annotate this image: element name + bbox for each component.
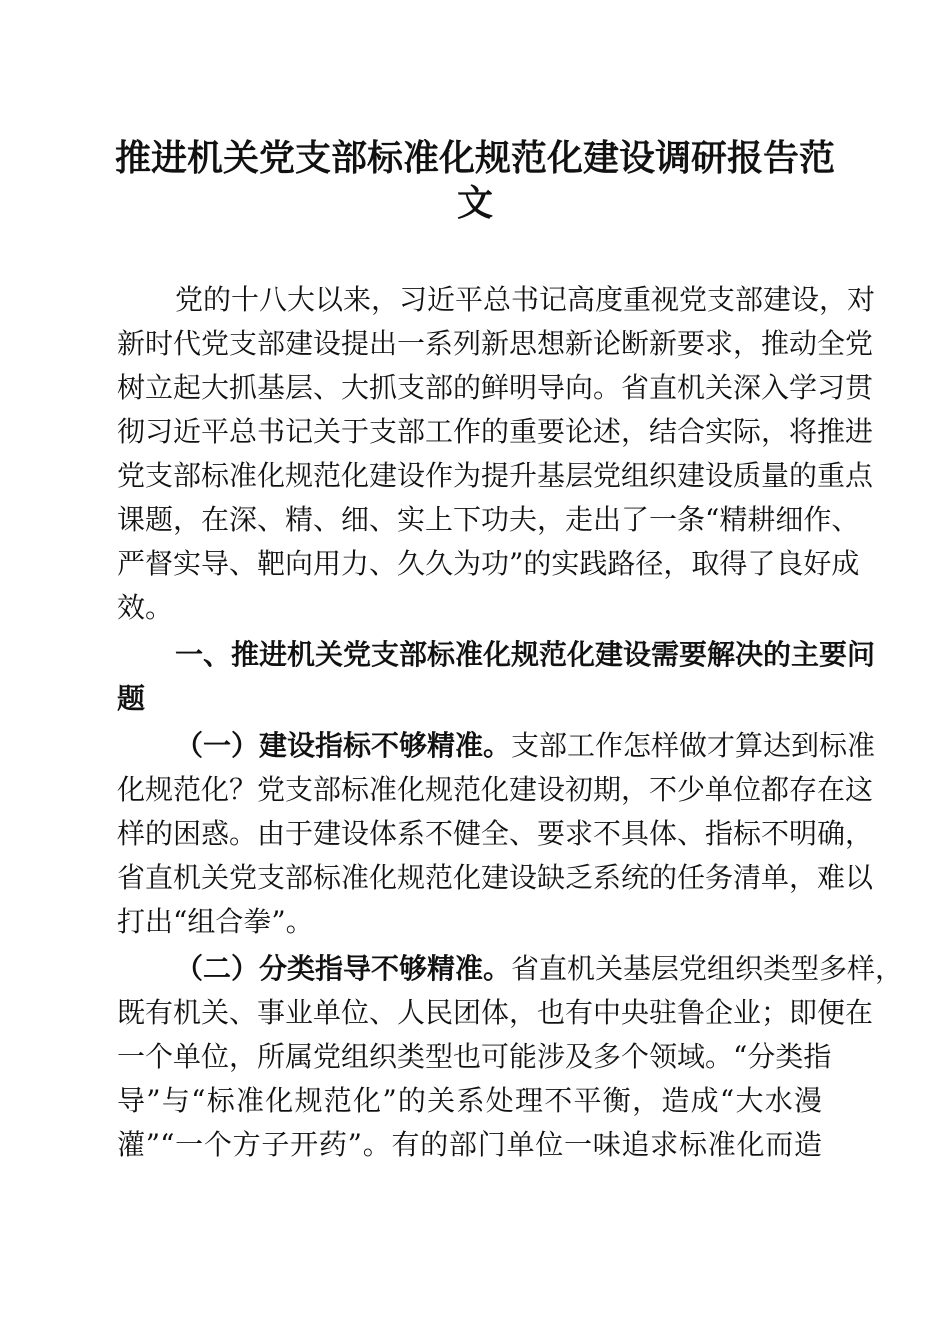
document-body bbox=[117, 275, 904, 1167]
text-line: 既有机关、事业单位、人民团体，也有中央驻鲁企业；即便在 bbox=[117, 996, 874, 1029]
text-line: 课题，在深、精、细、实上下功夫，走出了一条“精耕细作、 bbox=[117, 503, 860, 536]
text-line: 一个单位，所属党组织类型也可能涉及多个领域。“分类指 bbox=[117, 1040, 832, 1073]
text-line: 彻习近平总书记关于支部工作的重要论述，结合实际，将推进 bbox=[117, 415, 874, 448]
text-line: 严督实导、靶向用力、久久为功”的实践路径，取得了良好成 bbox=[117, 547, 860, 580]
subsection-lead: （二）分类指导不够精准。 bbox=[175, 952, 512, 985]
text-line: 题 bbox=[117, 682, 146, 715]
title-line: 文 bbox=[456, 182, 493, 224]
line-text: 省直机关基层党组织类型多样， bbox=[511, 952, 904, 985]
text-line: 化规范化？党支部标准化规范化建设初期，不少单位都存在这 bbox=[117, 773, 874, 806]
text-line: 样的困惑。由于建设体系不健全、要求不具体、指标不明确， bbox=[117, 817, 874, 850]
text-line: 党的十八大以来，习近平总书记高度重视党支部建设，对 bbox=[175, 283, 876, 316]
line-text: 支部工作怎样做才算达到标准 bbox=[511, 729, 876, 762]
paragraph bbox=[117, 724, 876, 944]
document-title bbox=[100, 136, 850, 226]
text-line: 树立起大抓基层、大抓支部的鲜明导向。省直机关深入学习贯 bbox=[117, 371, 874, 404]
section-heading bbox=[117, 633, 876, 721]
text-line: 打出“组合拳”。 bbox=[117, 905, 314, 938]
text-line: 新时代党支部建设提出一系列新思想新论断新要求，推动全党 bbox=[117, 327, 874, 360]
paragraph bbox=[117, 947, 904, 1167]
text-line bbox=[117, 947, 904, 991]
text-line: 灌”“一个方子开药”。有的部门单位一味追求标准化而造 bbox=[117, 1128, 822, 1161]
text-line bbox=[117, 724, 876, 768]
text-line: 导”与“标准化规范化”的关系处理不平衡，造成“大水漫 bbox=[117, 1084, 822, 1117]
text-line: 效。 bbox=[117, 591, 174, 624]
text-line: 一、推进机关党支部标准化规范化建设需要解决的主要问 bbox=[175, 638, 876, 671]
text-line: 党支部标准化规范化建设作为提升基层党组织建设质量的重点 bbox=[117, 459, 874, 492]
subsection-lead: （一）建设指标不够精准。 bbox=[175, 729, 512, 762]
paragraph bbox=[117, 278, 876, 630]
text-line: 省直机关党支部标准化规范化建设缺乏系统的任务清单，难以 bbox=[117, 861, 874, 894]
title-line: 推进机关党支部标准化规范化建设调研报告范 bbox=[114, 137, 835, 179]
